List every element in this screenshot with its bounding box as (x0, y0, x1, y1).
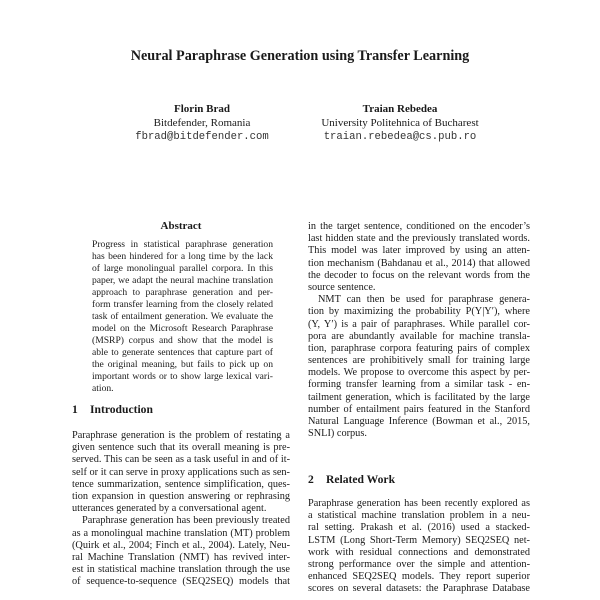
author-name: Traian Rebedea (362, 103, 438, 115)
section-title: Introduction (90, 403, 153, 416)
text-line: last hidden state and the previously translated words. (308, 233, 530, 245)
text-line: has been hindered for a long time by the lack (92, 251, 273, 262)
text-line: the decoder to focus on the relevant words from the (308, 269, 530, 281)
text-line: given sentence such that its overall meaning is pre- (72, 442, 290, 454)
text-line: approach to paraphrase generation and per- (92, 287, 273, 298)
text-line: source sentence. (308, 281, 376, 293)
text-line: strong performance over the simple and attention- (308, 558, 530, 570)
text-line: task of entailment generation. We evaluate the (92, 311, 273, 322)
author-email: fbrad@bitdefender.com (135, 131, 269, 143)
text-line: est in statistical machine translation through the use (72, 564, 290, 576)
text-line: Paraphrase generation is the problem of restating a (72, 430, 290, 441)
text-line: of sequence-to-sequence (SEQ2SEQ) models that (72, 576, 290, 588)
text-line: utterances generated by a conversational agent. (72, 503, 267, 515)
paper-title: Neural Paraphrase Generation using Transfer Learning (130, 48, 470, 64)
text-line: a statistical machine translation problem in a neu- (308, 510, 530, 522)
text-line: ral setting. Prakash et al. (2016) used a stacked- (308, 522, 530, 534)
text-line: tion mechanism (Bahdanau et al., 2014) that allowed (308, 257, 530, 269)
text-line: work with residual connections and demonstrated (308, 546, 530, 558)
text-line: self or it can serve in proxy applications such as sen- (72, 466, 290, 478)
text-line: model on the Microsoft Research Paraphrase (92, 323, 273, 334)
text-line: NMT can then be used for paraphrase genera- (318, 294, 530, 306)
text-line: tailment generation, which is facilitated by the large (308, 391, 530, 403)
text-line: tence summarization, sentence simplification, ques- (72, 478, 290, 490)
text-line: This model was later improved by using an atten- (308, 245, 530, 257)
author-block-2 (280, 102, 520, 144)
section-heading-related-work (308, 473, 395, 486)
text-line: ation. (92, 383, 114, 394)
text-line: (Y, Y′) is a pair of paraphrases. While parallel cor- (308, 318, 530, 330)
text-line: of large monolingual parallel corpora. In this (92, 263, 273, 274)
related-work-body (308, 498, 530, 596)
section-title: Related Work (326, 473, 396, 486)
text-line: scores on several datasets: the Paraphrase Database (308, 583, 530, 595)
text-line: pora are abundantly available for machine transla- (308, 330, 530, 342)
section-number: 2 (308, 473, 314, 486)
text-line: tion expansion in question answering or rephrasing (72, 490, 290, 502)
text-line: the original meaning, but fails to pick up on (92, 359, 273, 370)
text-line: ral Machine Translation (NMT) has revived inter- (72, 551, 290, 563)
text-line: (MSRP) corpus and show that the model is (92, 335, 273, 346)
text-line: forming transfer learning from a similar task - en- (308, 379, 530, 391)
text-line: served. This can be seen as a task useful in and of it- (72, 454, 290, 466)
text-line: LSTM (Long Short-Term Memory) SEQ2SEQ net- (308, 534, 530, 546)
text-line: tion by maximizing the probability P(Y|Y′), where (308, 306, 530, 318)
section-number: 1 (72, 403, 78, 416)
text-line: as a monolingual machine translation (MT) problem (72, 527, 290, 539)
introduction-body (72, 430, 290, 588)
text-line: Paraphrase generation has been previously treated (82, 515, 290, 527)
author-affiliation: Bitdefender, Romania (153, 117, 251, 129)
right-column-body (308, 221, 530, 440)
text-line: paper, we adapt the neural machine translation (92, 275, 273, 286)
author-email: traian.rebedea@cs.pub.ro (323, 131, 477, 143)
text-line: models. We propose to overcome this aspect by per- (308, 367, 530, 379)
text-line: (Quirk et al., 2004; Finch et al., 2004). Lately, Neu- (72, 539, 290, 551)
text-line: in the target sentence, conditioned on the encoder’s (308, 221, 530, 232)
text-line: Paraphrase generation has been recently explored as (308, 498, 530, 509)
text-line: form transfer learning from the closely related (92, 299, 273, 310)
text-line: sentences are prohibitively small for training large (308, 355, 530, 367)
text-line: important words or to show large lexical vari- (92, 371, 273, 382)
author-name: Florin Brad (174, 103, 230, 115)
text-line: Progress in statistical paraphrase generation (92, 239, 273, 250)
text-line: tion, paraphrase corpora featuring pairs of complex (308, 342, 530, 354)
text-line: able to generate sentences that capture part of (92, 347, 273, 358)
text-line: number of entailment pairs featured in the Stanford (308, 403, 530, 415)
section-heading-introduction (72, 403, 153, 416)
text-line: enhanced SEQ2SEQ models. They report superior (308, 571, 530, 583)
author-affiliation: University Politehnica of Bucharest (321, 117, 479, 129)
abstract-heading: Abstract (160, 220, 202, 232)
text-line: Natural Language Inference (Bowman et al., 2015, (308, 416, 530, 427)
abstract-body (92, 239, 273, 395)
text-line: SNLI) corpus. (308, 428, 367, 440)
